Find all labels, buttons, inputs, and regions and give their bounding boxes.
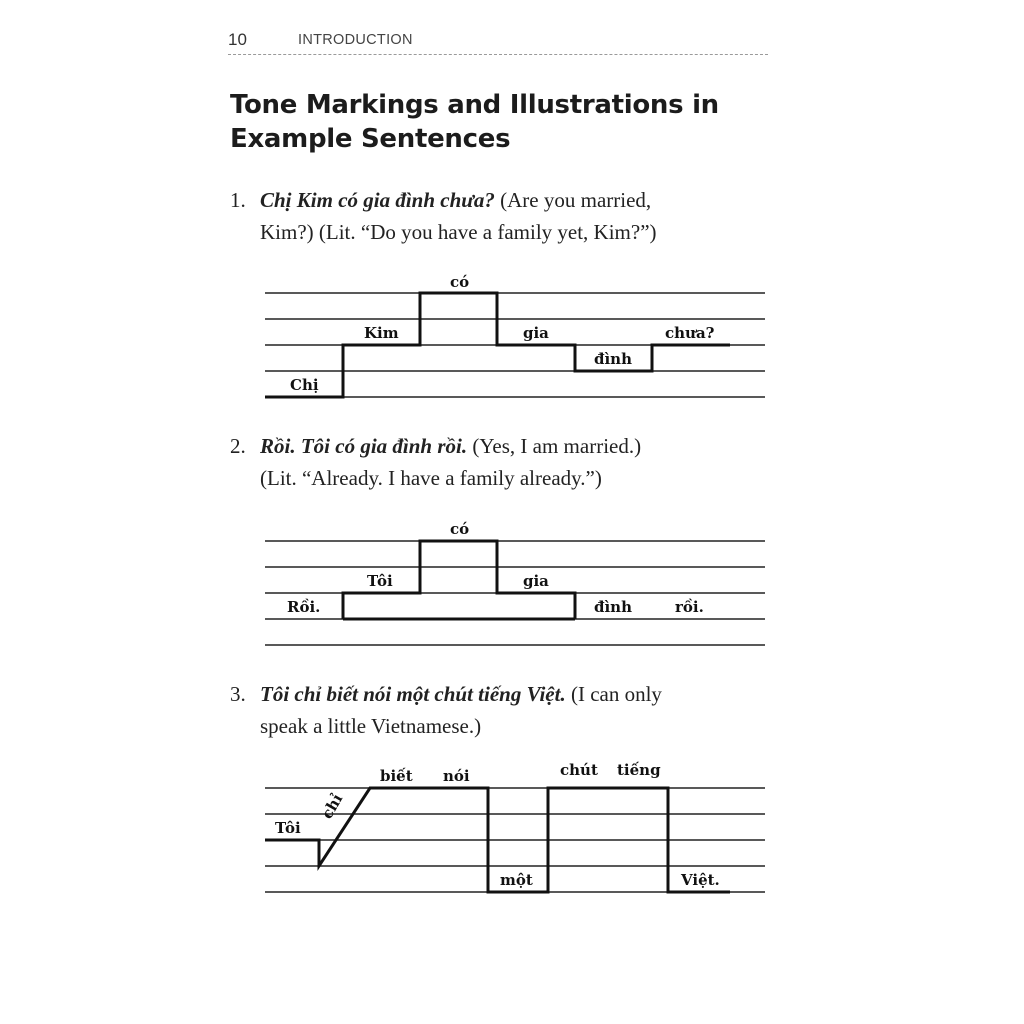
example-translation-cont: (Lit. “Already. I have a family already.”)	[260, 466, 602, 490]
running-head: INTRODUCTION	[298, 32, 413, 48]
tone-word: Tôi	[367, 572, 393, 590]
tone-word: biết	[380, 767, 413, 785]
tone-word: rồi.	[675, 598, 704, 616]
tone-word: gia	[523, 572, 549, 590]
example-sentence: Chị Kim có gia đình chưa?	[260, 188, 495, 212]
example-translation: (Yes, I am married.)	[467, 434, 642, 458]
tone-diagram-1	[265, 273, 765, 397]
example-number: 2.	[230, 434, 246, 458]
tone-word: gia	[523, 324, 549, 342]
tone-word: Việt.	[681, 871, 720, 889]
example-number: 1.	[230, 188, 246, 212]
tone-word: một	[500, 871, 533, 889]
tone-word: có	[450, 520, 470, 538]
tone-word: Chị	[290, 376, 319, 394]
tone-word: Kim	[364, 324, 399, 342]
page-number: 10	[228, 30, 247, 49]
tone-word: chỉ	[317, 790, 347, 822]
example-number: 3.	[230, 682, 246, 706]
tone-word: chưa?	[665, 324, 715, 342]
tone-word: nói	[443, 767, 470, 785]
section-title-line-1: Tone Markings and Illustrations in	[230, 90, 719, 120]
example-translation: (Are you married,	[494, 188, 652, 212]
tone-word: đình	[594, 598, 632, 616]
tone-word: đình	[594, 350, 632, 368]
example-translation: (I can only	[565, 682, 662, 706]
section-title-line-2: Example Sentences	[230, 124, 511, 154]
tone-word: chút	[560, 761, 598, 779]
tone-word: Tôi	[275, 819, 301, 837]
example-translation-cont: speak a little Vietnamese.)	[260, 714, 482, 738]
example-sentence: Rồi. Tôi có gia đình rồi.	[260, 434, 468, 458]
tone-word: tiếng	[617, 761, 661, 779]
example-sentence: Tôi chỉ biết nói một chút tiếng Việt.	[260, 682, 566, 706]
tone-word: Rồi.	[287, 598, 321, 616]
tone-diagram-3	[265, 761, 765, 892]
tone-diagram-2	[265, 520, 765, 645]
tone-word: có	[450, 273, 470, 291]
example-translation-cont: Kim?) (Lit. “Do you have a family yet, Kim?”)	[260, 220, 657, 244]
